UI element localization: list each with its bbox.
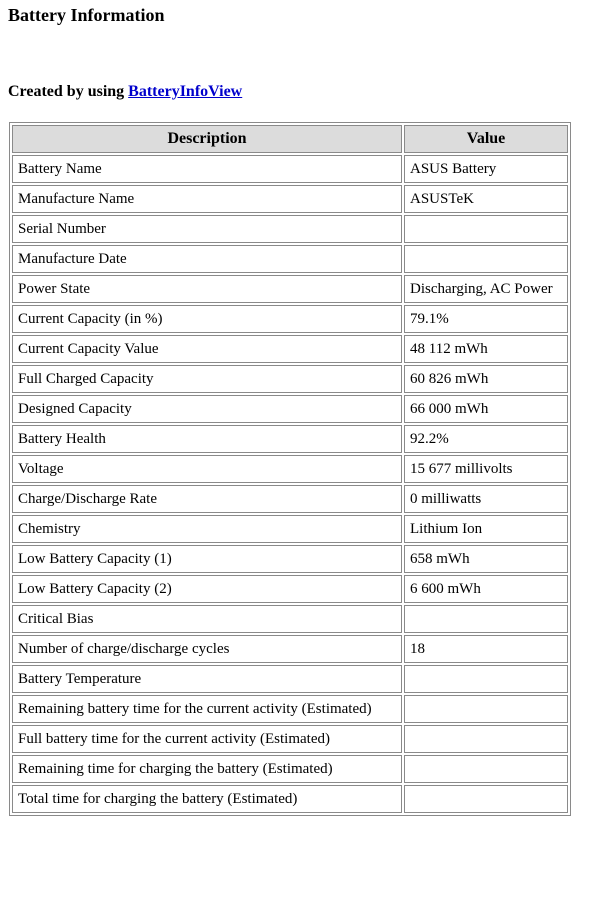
description-cell: Number of charge/discharge cycles xyxy=(12,635,402,663)
value-cell: 0 milliwatts xyxy=(404,485,568,513)
value-cell: 92.2% xyxy=(404,425,568,453)
table-row xyxy=(12,605,568,633)
table-header-row xyxy=(12,125,568,153)
description-cell: Designed Capacity xyxy=(12,395,402,423)
table-row xyxy=(12,635,568,663)
description-cell: Serial Number xyxy=(12,215,402,243)
value-cell xyxy=(404,785,568,813)
description-cell: Full Charged Capacity xyxy=(12,365,402,393)
description-cell: Manufacture Name xyxy=(12,185,402,213)
value-cell: ASUSTeK xyxy=(404,185,568,213)
value-cell xyxy=(404,215,568,243)
description-cell: Battery Temperature xyxy=(12,665,402,693)
description-cell: Power State xyxy=(12,275,402,303)
page-title: Battery Information xyxy=(8,5,165,25)
value-cell: ASUS Battery xyxy=(404,155,568,183)
description-cell: Low Battery Capacity (2) xyxy=(12,575,402,603)
table-row xyxy=(12,365,568,393)
credit-line xyxy=(8,82,242,102)
value-cell: 48 112 mWh xyxy=(404,335,568,363)
description-cell: Charge/Discharge Rate xyxy=(12,485,402,513)
table-row xyxy=(12,785,568,813)
value-cell: 15 677 millivolts xyxy=(404,455,568,483)
description-cell: Battery Name xyxy=(12,155,402,183)
table-row xyxy=(12,155,568,183)
table-row xyxy=(12,305,568,333)
table-row xyxy=(12,755,568,783)
table-row xyxy=(12,725,568,753)
table-row xyxy=(12,545,568,573)
table-row xyxy=(12,275,568,303)
value-cell: 6 600 mWh xyxy=(404,575,568,603)
column-header-value: Value xyxy=(404,125,568,153)
description-cell: Chemistry xyxy=(12,515,402,543)
description-cell: Remaining time for charging the battery (Estimated) xyxy=(12,755,402,783)
table-row xyxy=(12,215,568,243)
value-cell: 79.1% xyxy=(404,305,568,333)
table-row xyxy=(12,335,568,363)
batteryinfoview-link[interactable]: BatteryInfoView xyxy=(128,83,243,100)
description-cell: Remaining battery time for the current activity (Estimated) xyxy=(12,695,402,723)
table-row xyxy=(12,665,568,693)
value-cell xyxy=(404,665,568,693)
value-cell xyxy=(404,245,568,273)
value-cell xyxy=(404,695,568,723)
value-cell xyxy=(404,605,568,633)
table-body xyxy=(12,155,568,813)
value-cell: 66 000 mWh xyxy=(404,395,568,423)
table-row xyxy=(12,455,568,483)
description-cell: Manufacture Date xyxy=(12,245,402,273)
description-cell: Battery Health xyxy=(12,425,402,453)
description-cell: Current Capacity Value xyxy=(12,335,402,363)
description-cell: Low Battery Capacity (1) xyxy=(12,545,402,573)
table-row xyxy=(12,425,568,453)
value-cell: 18 xyxy=(404,635,568,663)
battery-info-table xyxy=(9,122,571,816)
value-cell xyxy=(404,725,568,753)
credit-prefix: Created by using xyxy=(8,83,125,100)
description-cell: Voltage xyxy=(12,455,402,483)
table-row xyxy=(12,485,568,513)
table-row xyxy=(12,575,568,603)
description-cell: Critical Bias xyxy=(12,605,402,633)
table-row xyxy=(12,245,568,273)
column-header-description: Description xyxy=(12,125,402,153)
value-cell: Discharging, AC Power xyxy=(404,275,568,303)
value-cell: 60 826 mWh xyxy=(404,365,568,393)
description-cell: Total time for charging the battery (Estimated) xyxy=(12,785,402,813)
table-row xyxy=(12,395,568,423)
table-row xyxy=(12,185,568,213)
value-cell: 658 mWh xyxy=(404,545,568,573)
table-row xyxy=(12,515,568,543)
description-cell: Full battery time for the current activity (Estimated) xyxy=(12,725,402,753)
table-row xyxy=(12,695,568,723)
description-cell: Current Capacity (in %) xyxy=(12,305,402,333)
value-cell: Lithium Ion xyxy=(404,515,568,543)
value-cell xyxy=(404,755,568,783)
